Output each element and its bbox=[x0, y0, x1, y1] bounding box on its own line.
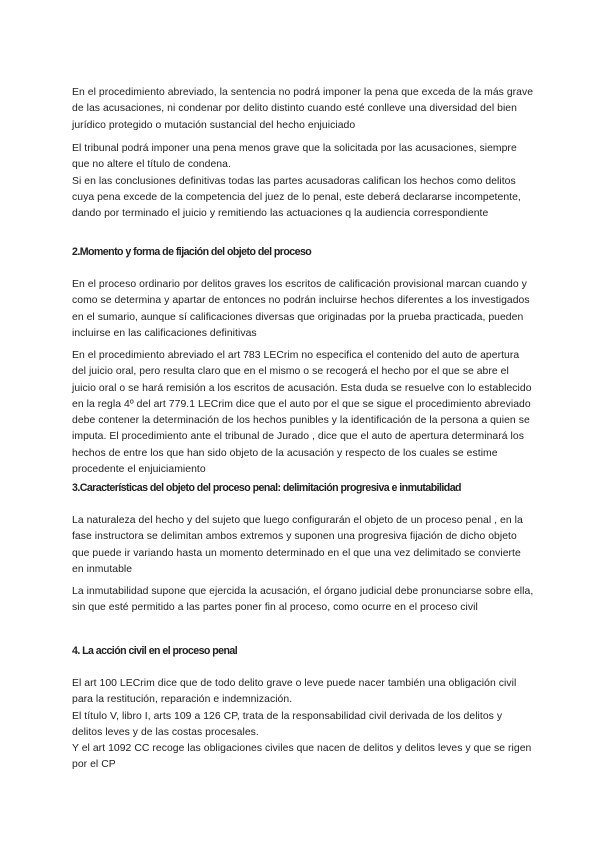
paragraph-text: Y el art 1092 CC recoge las obligaciones civiles que nacen de delitos y delitos leves y que se rigen por el CP bbox=[72, 743, 532, 771]
paragraph-s2-1 bbox=[72, 277, 534, 342]
paragraph-text: Si en las conclusiones definitivas todas las partes acusadoras califican los hechos como delitos cuya pena excede de la competencia del juez de lo penal, este deberá declararse incompetente, dando por terminado el juicio y remitiendo las actuaciones q la audiencia correspondiente bbox=[72, 175, 521, 220]
paragraph-s3-2 bbox=[72, 584, 534, 617]
paragraph-s2-2 bbox=[72, 348, 534, 478]
paragraph-text: El título V, libro I, arts 109 a 126 CP, trata de la responsabilidad civil derivada de los delitos y delitos leves y de las costas procesales. bbox=[72, 710, 503, 738]
paragraph-text: En el procedimiento abreviado el art 783 LECrim no especifica el contenido del auto de apertura del juicio oral, pero resulta claro que en el mismo o se recogerá el hecho por el que se abre el juicio oral o se hará remisión a los escritos de acusación. Esta duda se resuelve con lo establecido en la regla 4º del art 779.1 LECrim dice que el auto por el que se sigue el procedimiento abreviado debe contener la determinación de los hechos punibles y la identificación de la persona a quien se imputa. El procedimiento ante el tribunal de Jurado , dice que el auto de apertura determinará los hechos de entre los que han sido objeto de la acusación y respecto de los cuales se estime procedente el enjuiciamiento bbox=[72, 350, 532, 476]
paragraph-intro-1 bbox=[72, 85, 534, 134]
paragraph-text: La naturaleza del hecho y del sujeto que luego configurarán el objeto de un proceso penal , en la fase instructora se delimitan ambos extremos y suponen una progresiva fijación de dicho objeto que puede ir variando hasta un momento determinado en el que una vez delimitado se convierte en inmutable bbox=[72, 515, 523, 575]
paragraph-intro-2 bbox=[72, 141, 534, 222]
paragraph-text: La inmutabilidad supone que ejercida la acusación, el órgano judicial debe pronunciarse sobre ella, sin que esté permitido a las partes poner fin al proceso, como ocurre en el proceso civil bbox=[72, 586, 534, 614]
paragraph-text: El art 100 LECrim dice que de todo delito grave o leve puede nacer también una obligación civil para la restitución, reparación e indemnización. bbox=[72, 678, 517, 706]
section-heading-2: 2.Momento y forma de fijación del objeto del proceso bbox=[72, 246, 312, 258]
section-heading-4: 4. La acción civil en el proceso penal bbox=[72, 645, 238, 657]
section-heading-3: 3.Características del objeto del proceso penal: delimitación progresiva e inmutabilidad bbox=[72, 482, 461, 494]
paragraph-s4-1 bbox=[72, 676, 534, 774]
paragraph-s3-1 bbox=[72, 513, 534, 578]
paragraph-text: En el proceso ordinario por delitos graves los escritos de calificación provisional marcan cuando y como se determina y apartar de entonces no podrán incluirse hechos diferentes a los investigados en el sumario, aunque sí calificaciones diversas que originadas por la prueba practicada, pueden incluirse en las calificaciones definitivas bbox=[72, 279, 530, 339]
paragraph-text: El tribunal podrá imponer una pena menos grave que la solicitada por las acusaciones, siempre que no altere el título de condena. bbox=[72, 143, 517, 171]
paragraph-text: En el procedimiento abreviado, la sentencia no podrá imponer la pena que exceda de la más grave de las acusaciones, ni condenar por delito distinto cuando esté conlleve una diversidad del bien jurídico protegido o mutación sustancial del hecho enjuiciado bbox=[72, 87, 534, 131]
